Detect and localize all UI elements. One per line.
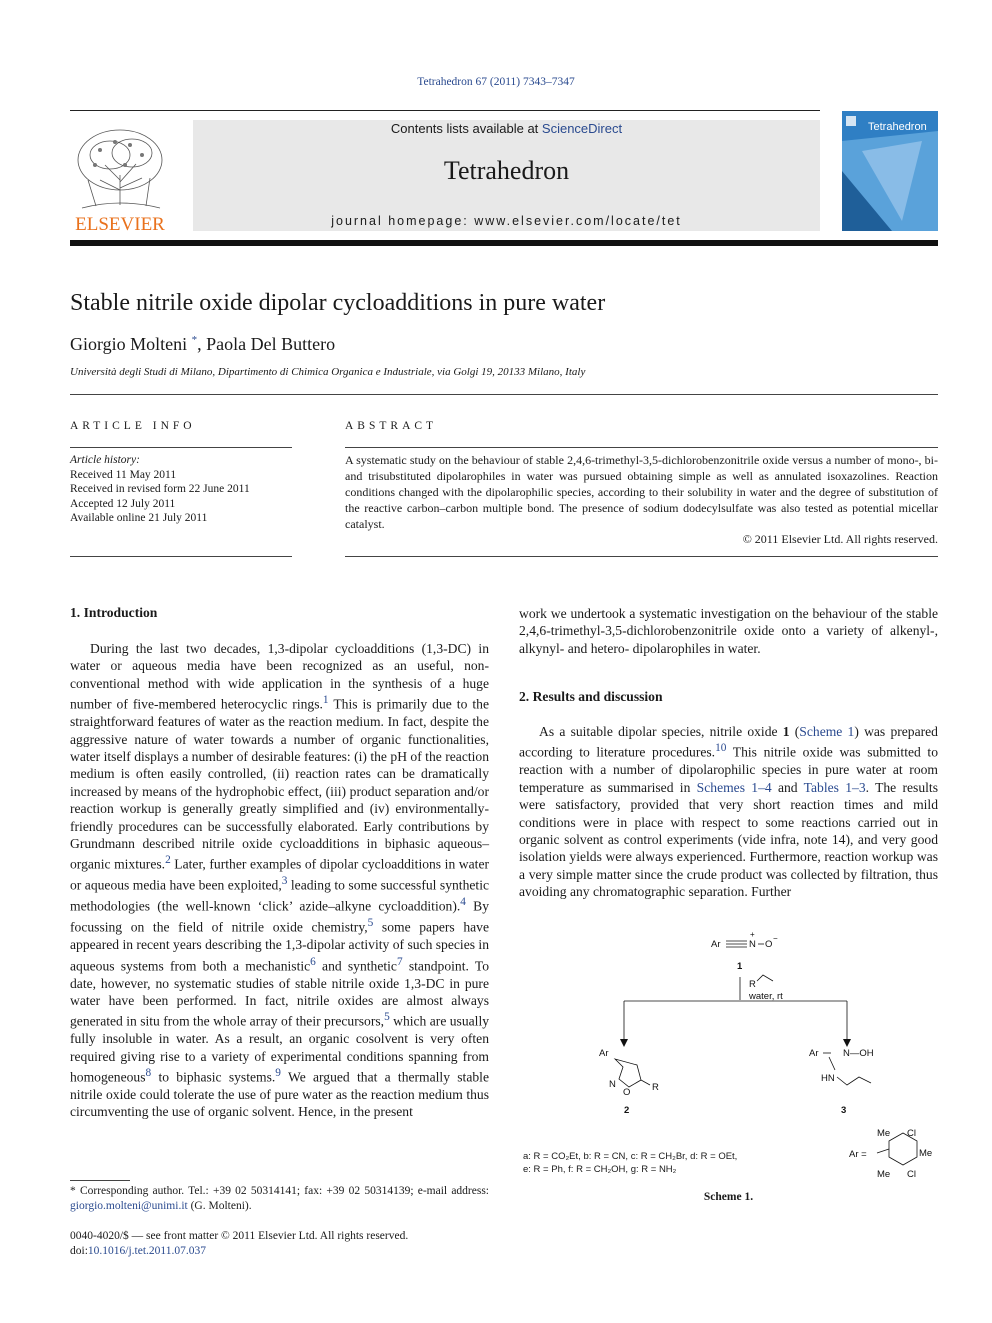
results-text: As a suitable dipolar species, nitrile oxide: [539, 724, 783, 739]
minus-sign: −: [773, 934, 778, 943]
article-info-heading: ARTICLE INFO: [70, 420, 196, 432]
ar-label: Ar: [711, 939, 721, 950]
triple-bond: [726, 941, 747, 947]
info-rule-bottom: [70, 556, 292, 557]
scheme-1-diagram: [519, 925, 938, 1185]
ref-link[interactable]: 8: [145, 1067, 152, 1080]
ref-link[interactable]: 7: [396, 955, 403, 968]
aryl-me-right: Me: [919, 1148, 933, 1159]
journal-cover-thumbnail: [842, 111, 938, 231]
ref-link[interactable]: 9: [275, 1067, 281, 1080]
elsevier-wordmark: ELSEVIER: [75, 214, 165, 235]
cover-title: Tetrahedron: [868, 121, 927, 133]
journal-citation[interactable]: Tetrahedron 67 (2011) 7343–7347: [417, 76, 575, 88]
c-hn-bond: [829, 1057, 835, 1070]
history-received: Received 11 May 2011: [70, 468, 177, 481]
ref-link[interactable]: 5: [384, 1011, 390, 1024]
journal-homepage[interactable]: journal homepage: www.elsevier.com/locate/tet: [331, 214, 682, 228]
intro-text: which are usually fully insoluble in water. As a result, an organic cosolvent is very often required giving rise to a variety of experimental conditions spanning from homogeneous: [70, 1013, 490, 1085]
ref-link[interactable]: 3: [281, 875, 288, 888]
results-text: and: [771, 779, 804, 795]
ref-link[interactable]: 4: [460, 896, 466, 909]
aryl-attach-bond: [877, 1149, 889, 1153]
hn-label: HN: [821, 1073, 835, 1084]
ar-label-2: Ar: [599, 1048, 609, 1059]
ar-definition-label: Ar =: [849, 1149, 867, 1160]
scheme-caption: Scheme 1.: [703, 1191, 754, 1203]
compound-number: 1: [782, 724, 790, 739]
results-text: This nitrile oxide was submitted to reaction with a number of dipolarophilic species in pure water at room temperature as summarised in: [519, 744, 939, 795]
isoxazoline-ring: [615, 1059, 641, 1087]
compound-1-label: 1: [737, 961, 743, 972]
author-separator: ,: [197, 334, 207, 354]
intro-text: leading to some successful synthetic methodologies (the well-known ‘click’ azide–alkyne cycloaddition).: [70, 877, 489, 914]
compound-2-label: 2: [624, 1105, 630, 1116]
introduction-continuation: work we undertook a systematic investigation on the behaviour of the stable 2,4,6-trimethyl-3,5-dichlorobenzonitrile oxide onto a variety of alkenyl-, alkynyl- and hetero- dipolarophiles in water.: [519, 606, 938, 656]
ring-r-bond: [641, 1080, 650, 1085]
introduction-paragraph: [70, 640, 489, 1121]
schemes-link[interactable]: Schemes 1–4: [696, 779, 772, 795]
abstract-rule-top: [345, 447, 938, 448]
plus-sign: +: [750, 930, 755, 939]
front-matter: [70, 1229, 408, 1258]
abstract-copyright: © 2011 Elsevier Ltd. All rights reserved.: [742, 532, 938, 546]
intro-text: to biphasic systems.: [151, 1069, 276, 1085]
arrow-head-left: [620, 1039, 628, 1047]
ring-o-label: O: [623, 1087, 631, 1098]
ref-link[interactable]: 2: [165, 854, 171, 867]
title-rule: [70, 394, 938, 395]
tables-link[interactable]: Tables 1–3: [803, 779, 866, 795]
results-paragraph: [519, 723, 938, 901]
author-2[interactable]: Paola Del Buttero: [206, 334, 336, 354]
info-rule-top: [70, 447, 292, 448]
scheme-link[interactable]: Scheme 1: [799, 724, 855, 739]
ring-n-label: N: [609, 1079, 616, 1090]
scheme-legend: [523, 1150, 737, 1176]
intro-text: standpoint. To date, however, no systematic studies of stable nitrile oxide 1,3-DC in pure water have been performed. In fact, nitrile oxides are almost always generated in situ from the whole array of their precursors,: [70, 958, 489, 1029]
alkene-sketch: [757, 975, 773, 981]
branch-lines: [624, 1001, 847, 1041]
intro-text: We argued that a thermally stable nitrile oxide could tolerate the use of pure water as the reaction medium thus circumventing the use of organic solvent. Hence, in the present: [70, 1069, 489, 1120]
intro-text: some papers have appeared in recent years describing the 1,3-dipolar activity of such species in aqueous systems from both a mechanistic: [70, 919, 489, 974]
conditions-label: water, rt: [749, 991, 783, 1002]
header-thick-rule: [70, 240, 938, 246]
intro-text: During the last two decades, 1,3-dipolar cycloadditions (1,3-DC) in water or aqueous media have been recognized as an useful, non-conventional method with wide application in the synthesis of a huge number of five-membered heterocyclic rings.: [70, 641, 489, 712]
abstract-rule-bottom: [345, 556, 938, 557]
contents-line: [193, 121, 820, 136]
compound-3-label: 3: [841, 1105, 847, 1116]
sciencedirect-link[interactable]: ScienceDirect: [541, 121, 623, 136]
results-text: (: [789, 724, 800, 739]
ref-link[interactable]: 10: [715, 742, 727, 755]
corresponding-author-footnote: [70, 1184, 489, 1213]
legend-line-1: a: R = CO₂Et, b: R = CN, c: R = CH₂Br, d: R = OEt,: [523, 1151, 738, 1162]
elsevier-tree-logo: [70, 120, 170, 235]
n-plus-label: N: [749, 939, 756, 950]
alkene-r-label: R: [749, 979, 756, 990]
abstract-text: A systematic study on the behaviour of stable 2,4,6-trimethyl-3,5-dichlorobenzonitrile oxide versus a number of mono-, bi- and trisubstituted dipolarophiles in water was pursued obtaining simple as well as annulated isoxazolines. Reaction conditions changed with the dipolarophilic species, according to their solubility in water and the degree of substitution of the reactive carbon–carbon multiple bond. The presence of sodium dodecylsulfate was also tested as potential micellar catalyst.: [345, 453, 938, 531]
doi-label: doi:: [70, 1244, 88, 1257]
abstract-heading: ABSTRACT: [345, 420, 438, 432]
ref-link[interactable]: 6: [310, 955, 316, 968]
aryl-me-bottom: Me: [877, 1169, 891, 1180]
ref-link[interactable]: 5: [367, 917, 374, 930]
introduction-heading: 1. Introduction: [70, 605, 158, 620]
article-title: Stable nitrile oxide dipolar cycloadditions in pure water: [70, 290, 606, 316]
arrow-head-right: [843, 1039, 851, 1047]
footnote-text: * Corresponding author. Tel.: +39 02 50314141; fax: +39 02 50314139; e-mail address:: [70, 1185, 489, 1197]
corresponding-mark[interactable]: *: [191, 334, 198, 346]
journal-title: Tetrahedron: [443, 156, 570, 185]
email-link[interactable]: giorgio.molteni@unimi.it: [70, 1199, 188, 1212]
allyl-chain: [837, 1077, 871, 1085]
intro-text: and synthetic: [315, 958, 397, 974]
results-text: . The results were satisfactory, provided that very short reaction times and mild conditions were in place with respect to some reactions carried out in organic solvent as control experiments (vide infra, note 14), and very good isolation yields were always experienced. Furthermore, reaction workup was a very simple matter since the crude product was collected by filtration, thus avoiding any chromatographic separation. Further: [519, 779, 938, 900]
legend-line-2: e: R = Ph, f: R = CH₂OH, g: R = NH₂: [523, 1164, 677, 1175]
ring-r-label: R: [652, 1082, 659, 1093]
author-list: [70, 334, 335, 355]
ar-label-3: Ar: [809, 1048, 819, 1059]
history-online: Available online 21 July 2011: [70, 512, 208, 524]
history-revised: Received in revised form 22 June 2011: [70, 483, 250, 495]
intro-text: By focussing on the field of nitrile oxide chemistry,: [70, 898, 489, 935]
o-minus-label: O: [765, 939, 773, 950]
article-history: [70, 453, 250, 526]
footnote-text: (G. Molteni).: [187, 1199, 252, 1212]
ref-link[interactable]: 1: [322, 694, 329, 707]
aryl-cl-top: Cl: [907, 1128, 916, 1139]
results-heading: 2. Results and discussion: [519, 689, 663, 704]
aryl-me-top: Me: [877, 1128, 891, 1139]
history-accepted: Accepted 12 July 2011: [70, 497, 176, 510]
affiliation: Università degli Studi di Milano, Dipartimento di Chimica Organica e Industriale, via Golgi 19, 20133 Milano, Italy: [70, 366, 586, 378]
noh-label: N—OH: [843, 1048, 874, 1059]
aryl-cl-bottom: Cl: [907, 1169, 916, 1180]
intro-text: Later, further examples of dipolar cycloadditions in water or aqueous media have been exploited,: [70, 856, 489, 893]
results-text: ) was prepared according to literature procedures.: [519, 724, 938, 760]
doi-line: [70, 1244, 408, 1259]
contents-prefix: Contents lists available at: [390, 121, 542, 136]
footnote-rule: [70, 1180, 130, 1181]
history-label: Article history:: [70, 454, 140, 466]
header-rule: [70, 110, 820, 111]
intro-text: This is primarily due to the straightforward features of water as the reaction medium. In fact, despite the aggressive nature of water towards a number of organic functionalities, water itself displays a number of desirable features: (i) the pH of the reaction medium is often easily controlled, (ii) reaction rates can be dramatically increased by means of the hydrophobic effect, (iii) product separation and/or reaction workup is generally greatly simplified and (iv) environmentally-friendly procedures can be successfully elaborated. Early contributions by Grundmann described nitrile oxide cycloadditions in biphasic aqueous–organic mixtures.: [70, 696, 489, 872]
issn-line: 0040-4020/$ — see front matter © 2011 Elsevier Ltd. All rights reserved.: [70, 1230, 409, 1242]
author-1[interactable]: Giorgio Molteni: [70, 334, 188, 354]
doi-link[interactable]: 10.1016/j.tet.2011.07.037: [87, 1244, 206, 1257]
